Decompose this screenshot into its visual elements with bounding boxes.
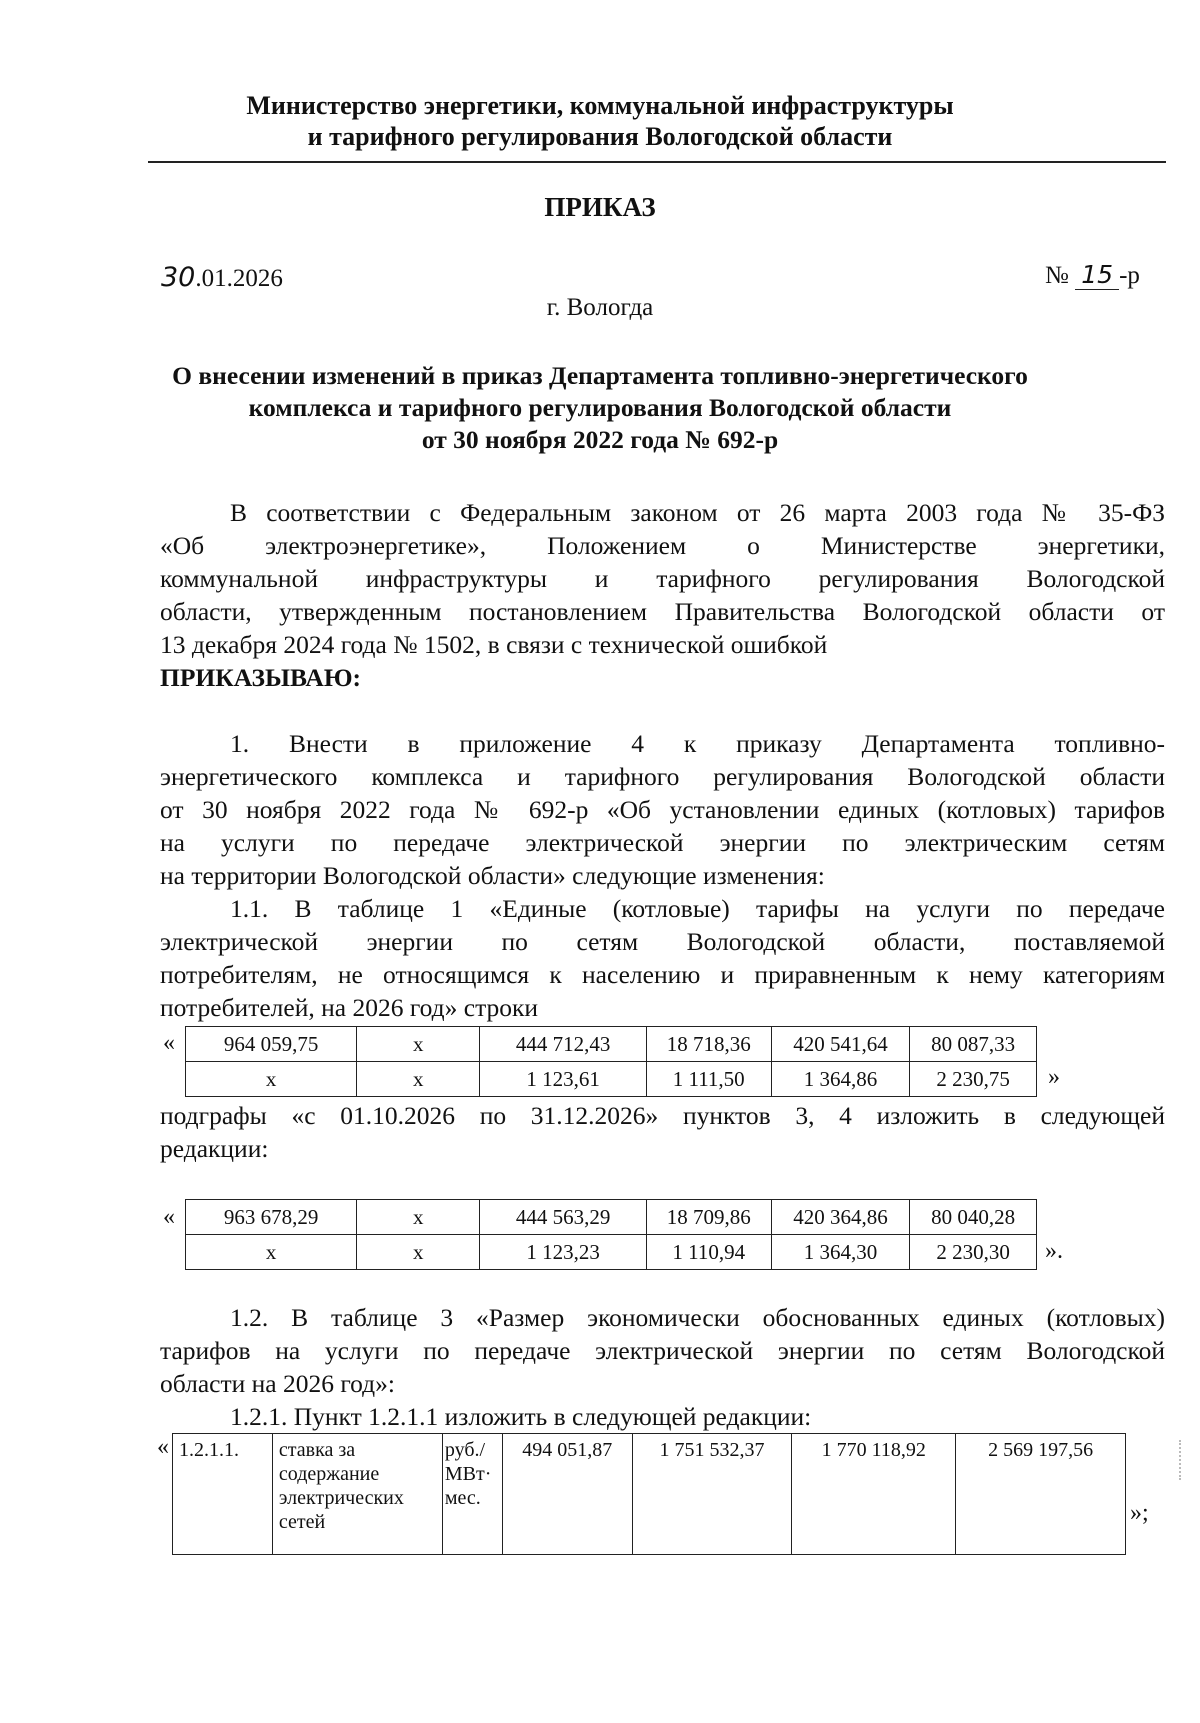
subject-line-2: комплекса и тарифного регулирования Вологодской области [248, 393, 952, 422]
table-cell: 1 751 532,37 [632, 1434, 792, 1555]
table-cell: 1 770 118,92 [792, 1434, 956, 1555]
table-cell: 80 087,33 [910, 1027, 1037, 1062]
table-cell: 444 712,43 [480, 1027, 647, 1062]
table-cell: 1 364,86 [771, 1062, 910, 1097]
table3 [172, 1433, 1126, 1555]
preamble-line: области, утвержденным постановлением Правительства Вологодской области от [160, 597, 1165, 626]
item12-line: тарифов на услуги по передаче электрической энергии по сетям Вологодской [160, 1336, 1165, 1365]
table-cell: 18 718,36 [646, 1027, 771, 1062]
document-subject [160, 360, 1040, 456]
table-old-close-quote: » [1048, 1064, 1060, 1090]
table-cell: 1 123,61 [480, 1062, 647, 1097]
header-rule [148, 161, 1166, 163]
table-cell: 2 230,30 [910, 1235, 1037, 1270]
item11-line: потребителей, на 2026 год» строки [160, 993, 539, 1022]
table-cell: 2 230,75 [910, 1062, 1037, 1097]
table-cell: 963 678,29 [186, 1200, 357, 1235]
item11-after-line: редакции: [160, 1134, 269, 1163]
item11-line: электрической энергии по сетям Вологодской области, поставляемой [160, 927, 1165, 956]
item12-line: области на 2026 год»: [160, 1369, 395, 1398]
item121-line: 1.2.1. Пункт 1.2.1.1 изложить в следующей редакции: [230, 1402, 812, 1431]
table-cell: х [357, 1235, 480, 1270]
table-cell: 1 111,50 [646, 1062, 771, 1097]
table-cell-unit [442, 1434, 502, 1555]
number-handwritten: 15 [1075, 260, 1119, 290]
item11-after-line: подграфы «с 01.10.2026 по 31.12.2026» пунктов 3, 4 изложить в следующей [160, 1101, 1165, 1130]
document-type: ПРИКАЗ [544, 192, 656, 222]
table-cell: 964 059,75 [186, 1027, 357, 1062]
table-new-open-quote: « [163, 1204, 175, 1230]
table-row [186, 1235, 1037, 1270]
number-prefix: № [1045, 262, 1069, 289]
table-new-close-quote: ». [1045, 1238, 1063, 1264]
subject-line-1: О внесении изменений в приказ Департамента топливно-энергетического [172, 361, 1028, 390]
ministry-header [0, 90, 1200, 152]
preamble-line: 13 декабря 2024 года № 1502, в связи с технической ошибкой [160, 630, 828, 659]
table3-close-quote: »; [1130, 1500, 1149, 1526]
name-line: содержание [278, 1463, 380, 1485]
unit-line: мес. [444, 1487, 481, 1509]
table-cell: 1 123,23 [480, 1235, 647, 1270]
ministry-line-2: и тарифного регулирования Вологодской области [307, 122, 893, 151]
table-cell-name [272, 1434, 442, 1555]
preamble-line: «Об электроэнергетике», Положением о Министерстве энергетики, [160, 531, 1165, 560]
table-row [186, 1062, 1037, 1097]
ministry-line-1: Министерство энергетики, коммунальной инфраструктуры [246, 91, 954, 120]
item1-line: 1. Внести в приложение 4 к приказу Департамента топливно- [230, 729, 1165, 758]
table-cell: 1 110,94 [646, 1235, 771, 1270]
table-cell: 2 569 197,56 [956, 1434, 1126, 1555]
date-handwritten-day: 30 [161, 262, 196, 293]
item11-line: потребителям, не относящимся к населению и приравненным к нему категориям [160, 960, 1165, 989]
table-cell: 18 709,86 [646, 1200, 771, 1235]
table-cell: х [186, 1235, 357, 1270]
scan-edge-mark [1179, 1440, 1183, 1480]
number-suffix: -р [1119, 262, 1140, 289]
table-cell: х [357, 1027, 480, 1062]
name-line: электрических [278, 1487, 404, 1509]
item1-line: энергетического комплекса и тарифного регулирования Вологодской области [160, 762, 1165, 791]
document-number [1045, 260, 1140, 290]
table3-open-quote: « [157, 1434, 169, 1460]
preamble-line: В соответствии с Федеральным законом от 26 марта 2003 года № 35-ФЗ [230, 498, 1165, 527]
table-cell: х [357, 1062, 480, 1097]
document-city: г. Вологда [546, 294, 654, 321]
preamble-line: коммунальной инфраструктуры и тарифного регулирования Вологодской [160, 564, 1165, 593]
table-cell: х [186, 1062, 357, 1097]
document-date [161, 262, 283, 293]
table-cell: 494 051,87 [502, 1434, 632, 1555]
table-cell: 80 040,28 [910, 1200, 1037, 1235]
unit-line: руб./ [444, 1439, 486, 1461]
table-row [186, 1027, 1037, 1062]
unit-line: МВт· [444, 1463, 492, 1485]
subject-line-3: от 30 ноября 2022 года № 692-р [421, 425, 779, 454]
table-cell-code: 1.2.1.1. [173, 1434, 273, 1555]
table-cell: х [357, 1200, 480, 1235]
item11-line: 1.1. В таблице 1 «Единые (котловые) тарифы на услуги по передаче [230, 894, 1165, 923]
table-row [173, 1434, 1126, 1555]
item1-line: на территории Вологодской области» следующие изменения: [160, 861, 825, 890]
table-cell: 1 364,30 [771, 1235, 910, 1270]
table-new [185, 1199, 1037, 1270]
table-old-open-quote: « [163, 1030, 175, 1056]
table-cell: 420 541,64 [771, 1027, 910, 1062]
name-line: сетей [278, 1511, 326, 1533]
table-old [185, 1026, 1037, 1097]
item1-line: на услуги по передаче электрической энергии по электрическим сетям [160, 828, 1165, 857]
table-cell: 444 563,29 [480, 1200, 647, 1235]
table-cell: 420 364,86 [771, 1200, 910, 1235]
item12-line: 1.2. В таблице 3 «Размер экономически обоснованных единых (котловых) [230, 1303, 1165, 1332]
table-row [186, 1200, 1037, 1235]
order-word: ПРИКАЗЫВАЮ: [160, 663, 362, 692]
item1-line: от 30 ноября 2022 года № 692-р «Об установлении единых (котловых) тарифов [160, 795, 1165, 824]
name-line: ставка за [278, 1439, 356, 1461]
date-rest: .01.2026 [195, 265, 283, 292]
